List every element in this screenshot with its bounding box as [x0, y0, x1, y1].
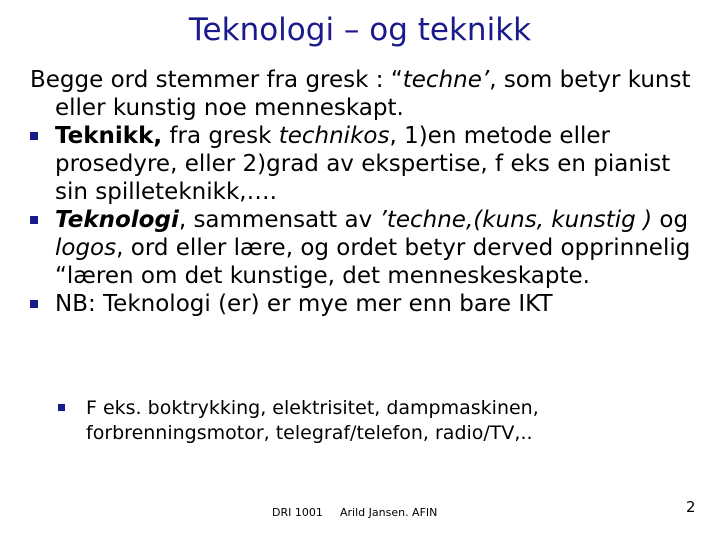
teknikk-text-a: fra gresk	[162, 123, 279, 149]
footer-course: DRI 1001	[272, 506, 323, 519]
teknikk-text-b: , 1)en metode eller prosedyre, eller 2)grad av ekspertise, f eks en pianist sin spilleteknikk,….	[55, 123, 671, 205]
square-bullet-icon	[58, 404, 65, 411]
nb-text: NB: Teknologi (er) er mye mer enn bare IKT	[55, 291, 553, 317]
intro-text-c: , som betyr kunst eller kunstig noe menneskapt.	[55, 67, 691, 121]
teknologi-techne: ’techne,(kuns, kunstig )	[379, 207, 653, 233]
teknologi-text-c: , ord eller lære, og ordet betyr derved opprinnelig “læren om det kunstige, det menneskeskapte.	[55, 235, 691, 289]
sub-bullet-examples	[58, 396, 698, 446]
intro-paragraph	[30, 66, 710, 122]
teknologi-term: Teknologi	[55, 207, 179, 233]
teknikk-term: Teknikk,	[55, 123, 163, 149]
square-bullet-icon	[30, 216, 38, 224]
square-bullet-icon	[30, 300, 38, 308]
page-number: 2	[686, 498, 696, 516]
bullet-teknologi	[30, 206, 710, 290]
bullet-nb	[30, 290, 710, 318]
square-bullet-icon	[30, 132, 38, 140]
teknologi-logos: logos	[55, 235, 117, 261]
teknologi-text-b: og	[652, 207, 689, 233]
bullet-teknikk	[30, 122, 710, 206]
teknologi-text-a: , sammensatt av	[178, 207, 380, 233]
examples-text: F eks. boktrykking, elektrisitet, dampmaskinen, forbrenningsmotor, telegraf/telefon, radio/TV,..	[86, 397, 539, 444]
footer-author: Arild Jansen. AFIN	[340, 506, 438, 519]
intro-techne: techne’	[402, 67, 490, 93]
sub-bullets	[58, 396, 698, 446]
slide-body	[30, 66, 710, 318]
intro-text-a: Begge ord stemmer fra gresk : “	[30, 67, 403, 93]
teknikk-technikos: technikos	[278, 123, 390, 149]
slide-title: Teknologi – og teknikk	[188, 12, 532, 48]
